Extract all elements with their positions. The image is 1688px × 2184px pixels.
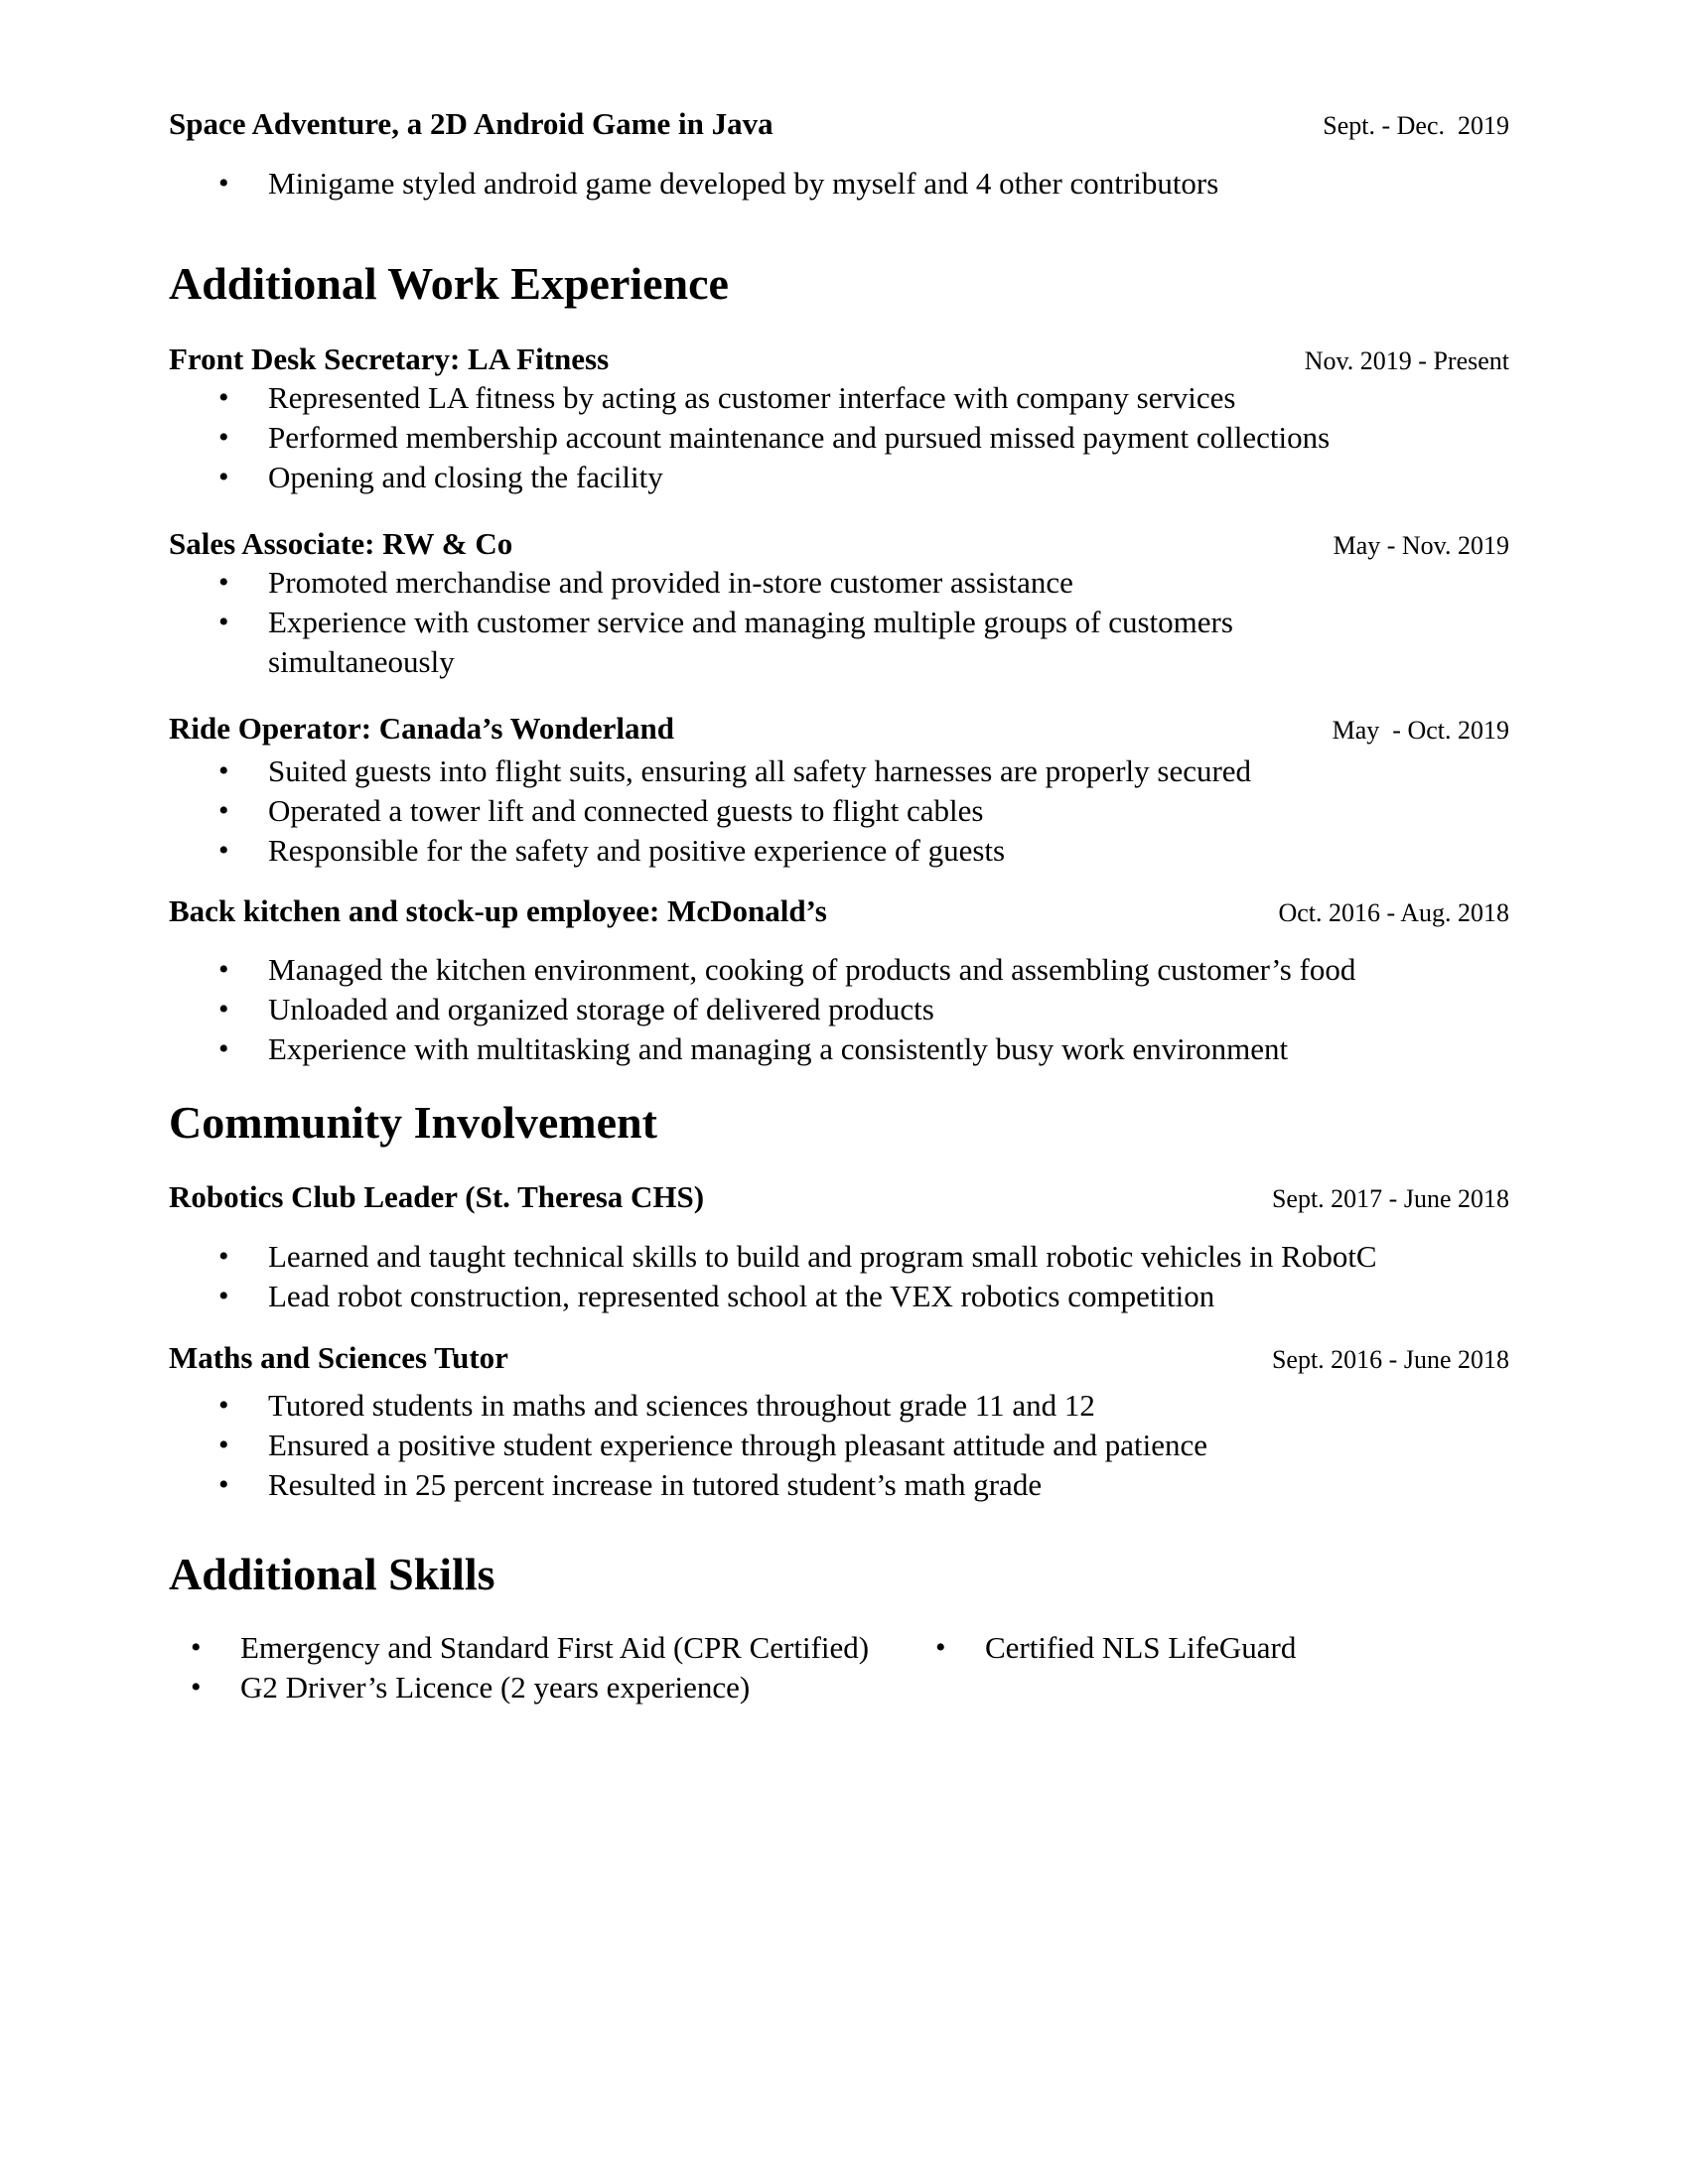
skills-bullet-list-left <box>141 1628 896 1707</box>
community-entry-bullet-list <box>169 1237 1509 1316</box>
list-item: • G2 Driver’s Licence (2 years experience) <box>141 1668 896 1707</box>
community-entry-bullet-list <box>169 1386 1509 1505</box>
list-item: • Promoted merchandise and provided in-store customer assistance <box>169 563 1340 603</box>
project-entry-header <box>169 104 1509 144</box>
work-entry-title: Ride Operator: Canada’s Wonderland <box>169 711 674 746</box>
community-entry-title: Robotics Club Leader (St. Theresa CHS) <box>169 1179 705 1214</box>
work-entry-title: Front Desk Secretary: LA Fitness <box>169 341 610 376</box>
community-section-heading: Community Involvement <box>169 1097 657 1148</box>
list-item: • Represented LA fitness by acting as customer interface with company services <box>169 378 1509 418</box>
project-title: Space Adventure, a 2D Android Game in Java <box>169 106 774 141</box>
list-item: • Suited guests into flight suits, ensuring all safety harnesses are properly secured <box>169 751 1509 791</box>
list-item: • Tutored students in maths and sciences throughout grade 11 and 12 <box>169 1386 1509 1426</box>
list-item: • Performed membership account maintenance and pursued missed payment collections <box>169 418 1509 458</box>
project-bullet-list <box>169 164 1509 204</box>
work-entry-title: Back kitchen and stock-up employee: McDonald’s <box>169 893 827 928</box>
list-item: • Resulted in 25 percent increase in tutored student’s math grade <box>169 1465 1509 1505</box>
work-entry-header <box>169 524 1509 564</box>
list-item: • Minigame styled android game developed by myself and 4 other contributors <box>169 164 1509 204</box>
work-entry-date: May - Nov. 2019 <box>1333 531 1509 560</box>
work-entry-bullet-list <box>169 751 1509 871</box>
list-item: • Ensured a positive student experience through pleasant attitude and patience <box>169 1426 1509 1465</box>
community-entry-header <box>169 1177 1509 1217</box>
work-entry-header <box>169 709 1509 749</box>
list-item: • Unloaded and organized storage of delivered products <box>169 990 1509 1029</box>
work-section-heading: Additional Work Experience <box>169 258 729 309</box>
work-entry-bullet-list <box>169 378 1509 497</box>
community-entry-date: Sept. 2017 - June 2018 <box>1271 1184 1509 1213</box>
work-entry-header <box>169 891 1509 931</box>
work-entry-date: Nov. 2019 - Present <box>1304 346 1509 375</box>
work-entry-date: May - Oct. 2019 <box>1332 716 1509 745</box>
list-item: • Learned and taught technical skills to build and program small robotic vehicles in RobotC <box>169 1237 1509 1277</box>
community-entry-header <box>169 1338 1509 1378</box>
list-item: • Managed the kitchen environment, cooking of products and assembling customer’s food <box>169 950 1509 990</box>
list-item: • Emergency and Standard First Aid (CPR Certified) <box>141 1628 896 1668</box>
list-item: • Operated a tower lift and connected guests to flight cables <box>169 791 1509 831</box>
community-entry-title: Maths and Sciences Tutor <box>169 1340 508 1375</box>
project-date: Sept. - Dec. 2019 <box>1323 111 1509 140</box>
list-item: • Experience with customer service and managing multiple groups of customers simultaneously <box>169 603 1340 682</box>
list-item: • Lead robot construction, represented school at the VEX robotics competition <box>169 1277 1509 1316</box>
list-item: • Certified NLS LifeGuard <box>886 1628 1442 1668</box>
list-item: • Opening and closing the facility <box>169 458 1509 497</box>
list-item: • Responsible for the safety and positive experience of guests <box>169 831 1509 871</box>
work-entry-title: Sales Associate: RW & Co <box>169 526 513 561</box>
skills-bullet-list-right <box>886 1628 1442 1668</box>
work-entry-header <box>169 340 1509 379</box>
community-entry-date: Sept. 2016 - June 2018 <box>1271 1345 1509 1374</box>
skills-section-heading: Additional Skills <box>169 1549 495 1599</box>
work-entry-bullet-list <box>169 563 1340 682</box>
work-entry-bullet-list <box>169 950 1509 1069</box>
work-entry-date: Oct. 2016 - Aug. 2018 <box>1278 898 1509 927</box>
list-item: • Experience with multitasking and managing a consistently busy work environment <box>169 1029 1509 1069</box>
